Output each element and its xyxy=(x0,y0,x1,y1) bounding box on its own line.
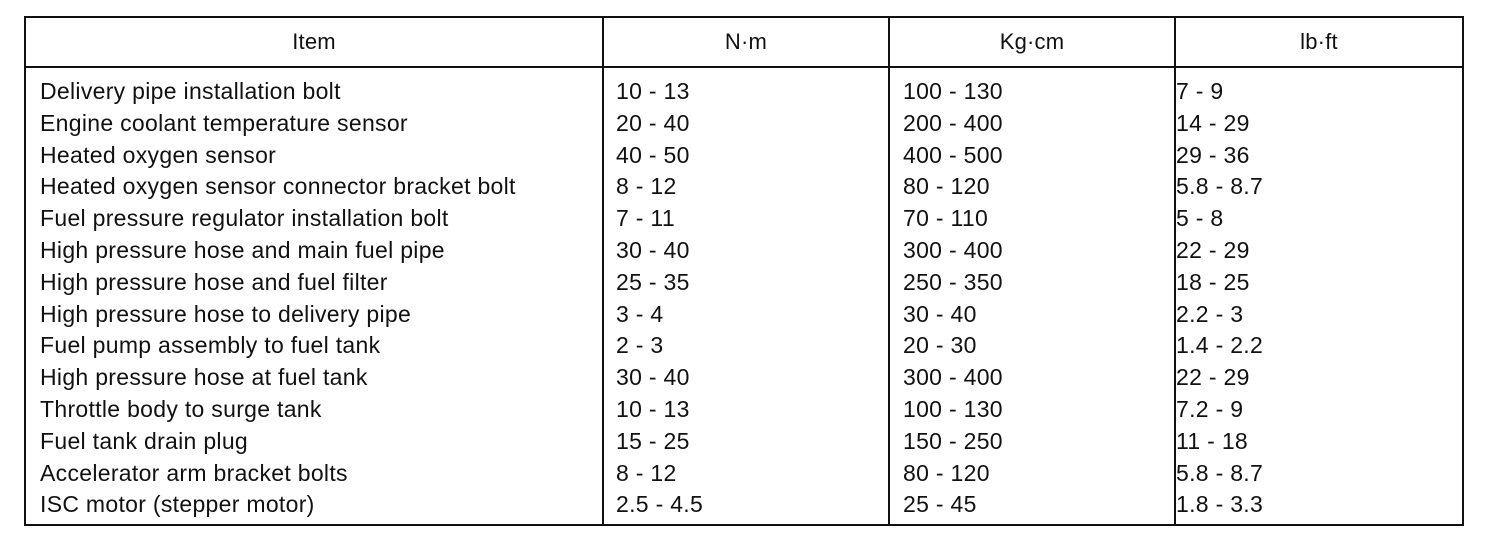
nm-cell: 30 - 40 xyxy=(616,236,690,263)
table-row xyxy=(26,458,1462,490)
kgcm-cell: 25 - 45 xyxy=(903,491,977,518)
nm-cell: 25 - 35 xyxy=(616,268,690,295)
item-cell: Delivery pipe installation bolt xyxy=(40,78,341,104)
lbft-cell: 5.8 - 8.7 xyxy=(1176,173,1264,200)
item-cell: Fuel pump assembly to fuel tank xyxy=(40,332,381,359)
kgcm-cell: 250 - 350 xyxy=(903,268,1003,295)
lbft-cell: 14 - 29 xyxy=(1176,109,1250,136)
header-item: Item xyxy=(292,29,336,54)
table-row xyxy=(26,108,1462,140)
nm-cell: 7 - 11 xyxy=(616,205,675,232)
nm-cell: 2.5 - 4.5 xyxy=(616,491,704,518)
table-row xyxy=(26,267,1462,299)
item-cell: Engine coolant temperature sensor xyxy=(40,109,408,136)
kgcm-cell: 300 - 400 xyxy=(903,236,1003,263)
table-row xyxy=(26,394,1462,426)
item-cell: High pressure hose and fuel filter xyxy=(40,268,388,295)
kgcm-cell: 150 - 250 xyxy=(903,427,1003,454)
nm-cell: 8 - 12 xyxy=(616,459,677,486)
nm-cell: 10 - 13 xyxy=(616,78,690,104)
kgcm-cell: 70 - 110 xyxy=(903,205,989,232)
item-cell: High pressure hose at fuel tank xyxy=(40,364,368,391)
lbft-cell: 7.2 - 9 xyxy=(1176,395,1244,422)
item-cell: High pressure hose and main fuel pipe xyxy=(40,236,445,263)
lbft-cell: 2.2 - 3 xyxy=(1176,300,1244,327)
table-row xyxy=(26,299,1462,331)
item-cell: Fuel tank drain plug xyxy=(40,427,249,454)
table-row xyxy=(26,362,1462,394)
nm-cell: 15 - 25 xyxy=(616,427,690,454)
kgcm-cell: 200 - 400 xyxy=(903,109,1003,136)
kgcm-cell: 30 - 40 xyxy=(903,300,977,327)
item-cell: Heated oxygen sensor xyxy=(40,141,277,168)
lbft-cell: 11 - 18 xyxy=(1176,427,1248,454)
lbft-cell: 22 - 29 xyxy=(1176,364,1250,391)
kgcm-cell: 300 - 400 xyxy=(903,364,1003,391)
item-cell: Throttle body to surge tank xyxy=(40,395,322,422)
kgcm-cell: 100 - 130 xyxy=(903,78,1003,104)
kgcm-cell: 80 - 120 xyxy=(903,173,990,200)
table-row xyxy=(26,171,1462,203)
lbft-cell: 1.8 - 3.3 xyxy=(1176,491,1264,518)
table-row xyxy=(26,203,1462,235)
kgcm-cell: 400 - 500 xyxy=(903,141,1003,168)
header-lbft: lb·ft xyxy=(1300,29,1338,54)
item-cell: Fuel pressure regulator installation bolt xyxy=(40,205,449,232)
table-row xyxy=(26,235,1462,267)
table-row xyxy=(26,330,1462,362)
lbft-cell: 7 - 9 xyxy=(1176,78,1224,104)
lbft-cell: 18 - 25 xyxy=(1176,268,1250,295)
kgcm-cell: 80 - 120 xyxy=(903,459,990,486)
item-cell: High pressure hose to delivery pipe xyxy=(40,300,412,327)
item-cell: ISC motor (stepper motor) xyxy=(40,491,315,518)
item-cell: Accelerator arm bracket bolts xyxy=(40,459,348,486)
lbft-cell: 1.4 - 2.2 xyxy=(1176,332,1264,359)
kgcm-cell: 100 - 130 xyxy=(903,395,1003,422)
nm-cell: 3 - 4 xyxy=(616,300,664,327)
kgcm-cell: 20 - 30 xyxy=(903,332,977,359)
table-row xyxy=(26,76,1462,108)
header-nm: N·m xyxy=(724,29,768,54)
table-row xyxy=(26,489,1462,521)
nm-cell: 20 - 40 xyxy=(616,109,690,136)
torque-spec-table xyxy=(24,16,1464,526)
lbft-cell: 5.8 - 8.7 xyxy=(1176,459,1264,486)
table-row xyxy=(26,140,1462,172)
nm-cell: 40 - 50 xyxy=(616,141,690,168)
header-kgcm: Kg·cm xyxy=(999,29,1065,54)
nm-cell: 2 - 3 xyxy=(616,332,664,359)
lbft-cell: 22 - 29 xyxy=(1176,236,1250,263)
table-body xyxy=(26,76,1462,521)
item-cell: Heated oxygen sensor connector bracket bolt xyxy=(40,173,516,200)
nm-cell: 30 - 40 xyxy=(616,364,690,391)
lbft-cell: 29 - 36 xyxy=(1176,141,1250,168)
table-row xyxy=(26,426,1462,458)
nm-cell: 10 - 13 xyxy=(616,395,690,422)
table-header xyxy=(26,18,1462,68)
lbft-cell: 5 - 8 xyxy=(1176,205,1224,232)
nm-cell: 8 - 12 xyxy=(616,173,677,200)
